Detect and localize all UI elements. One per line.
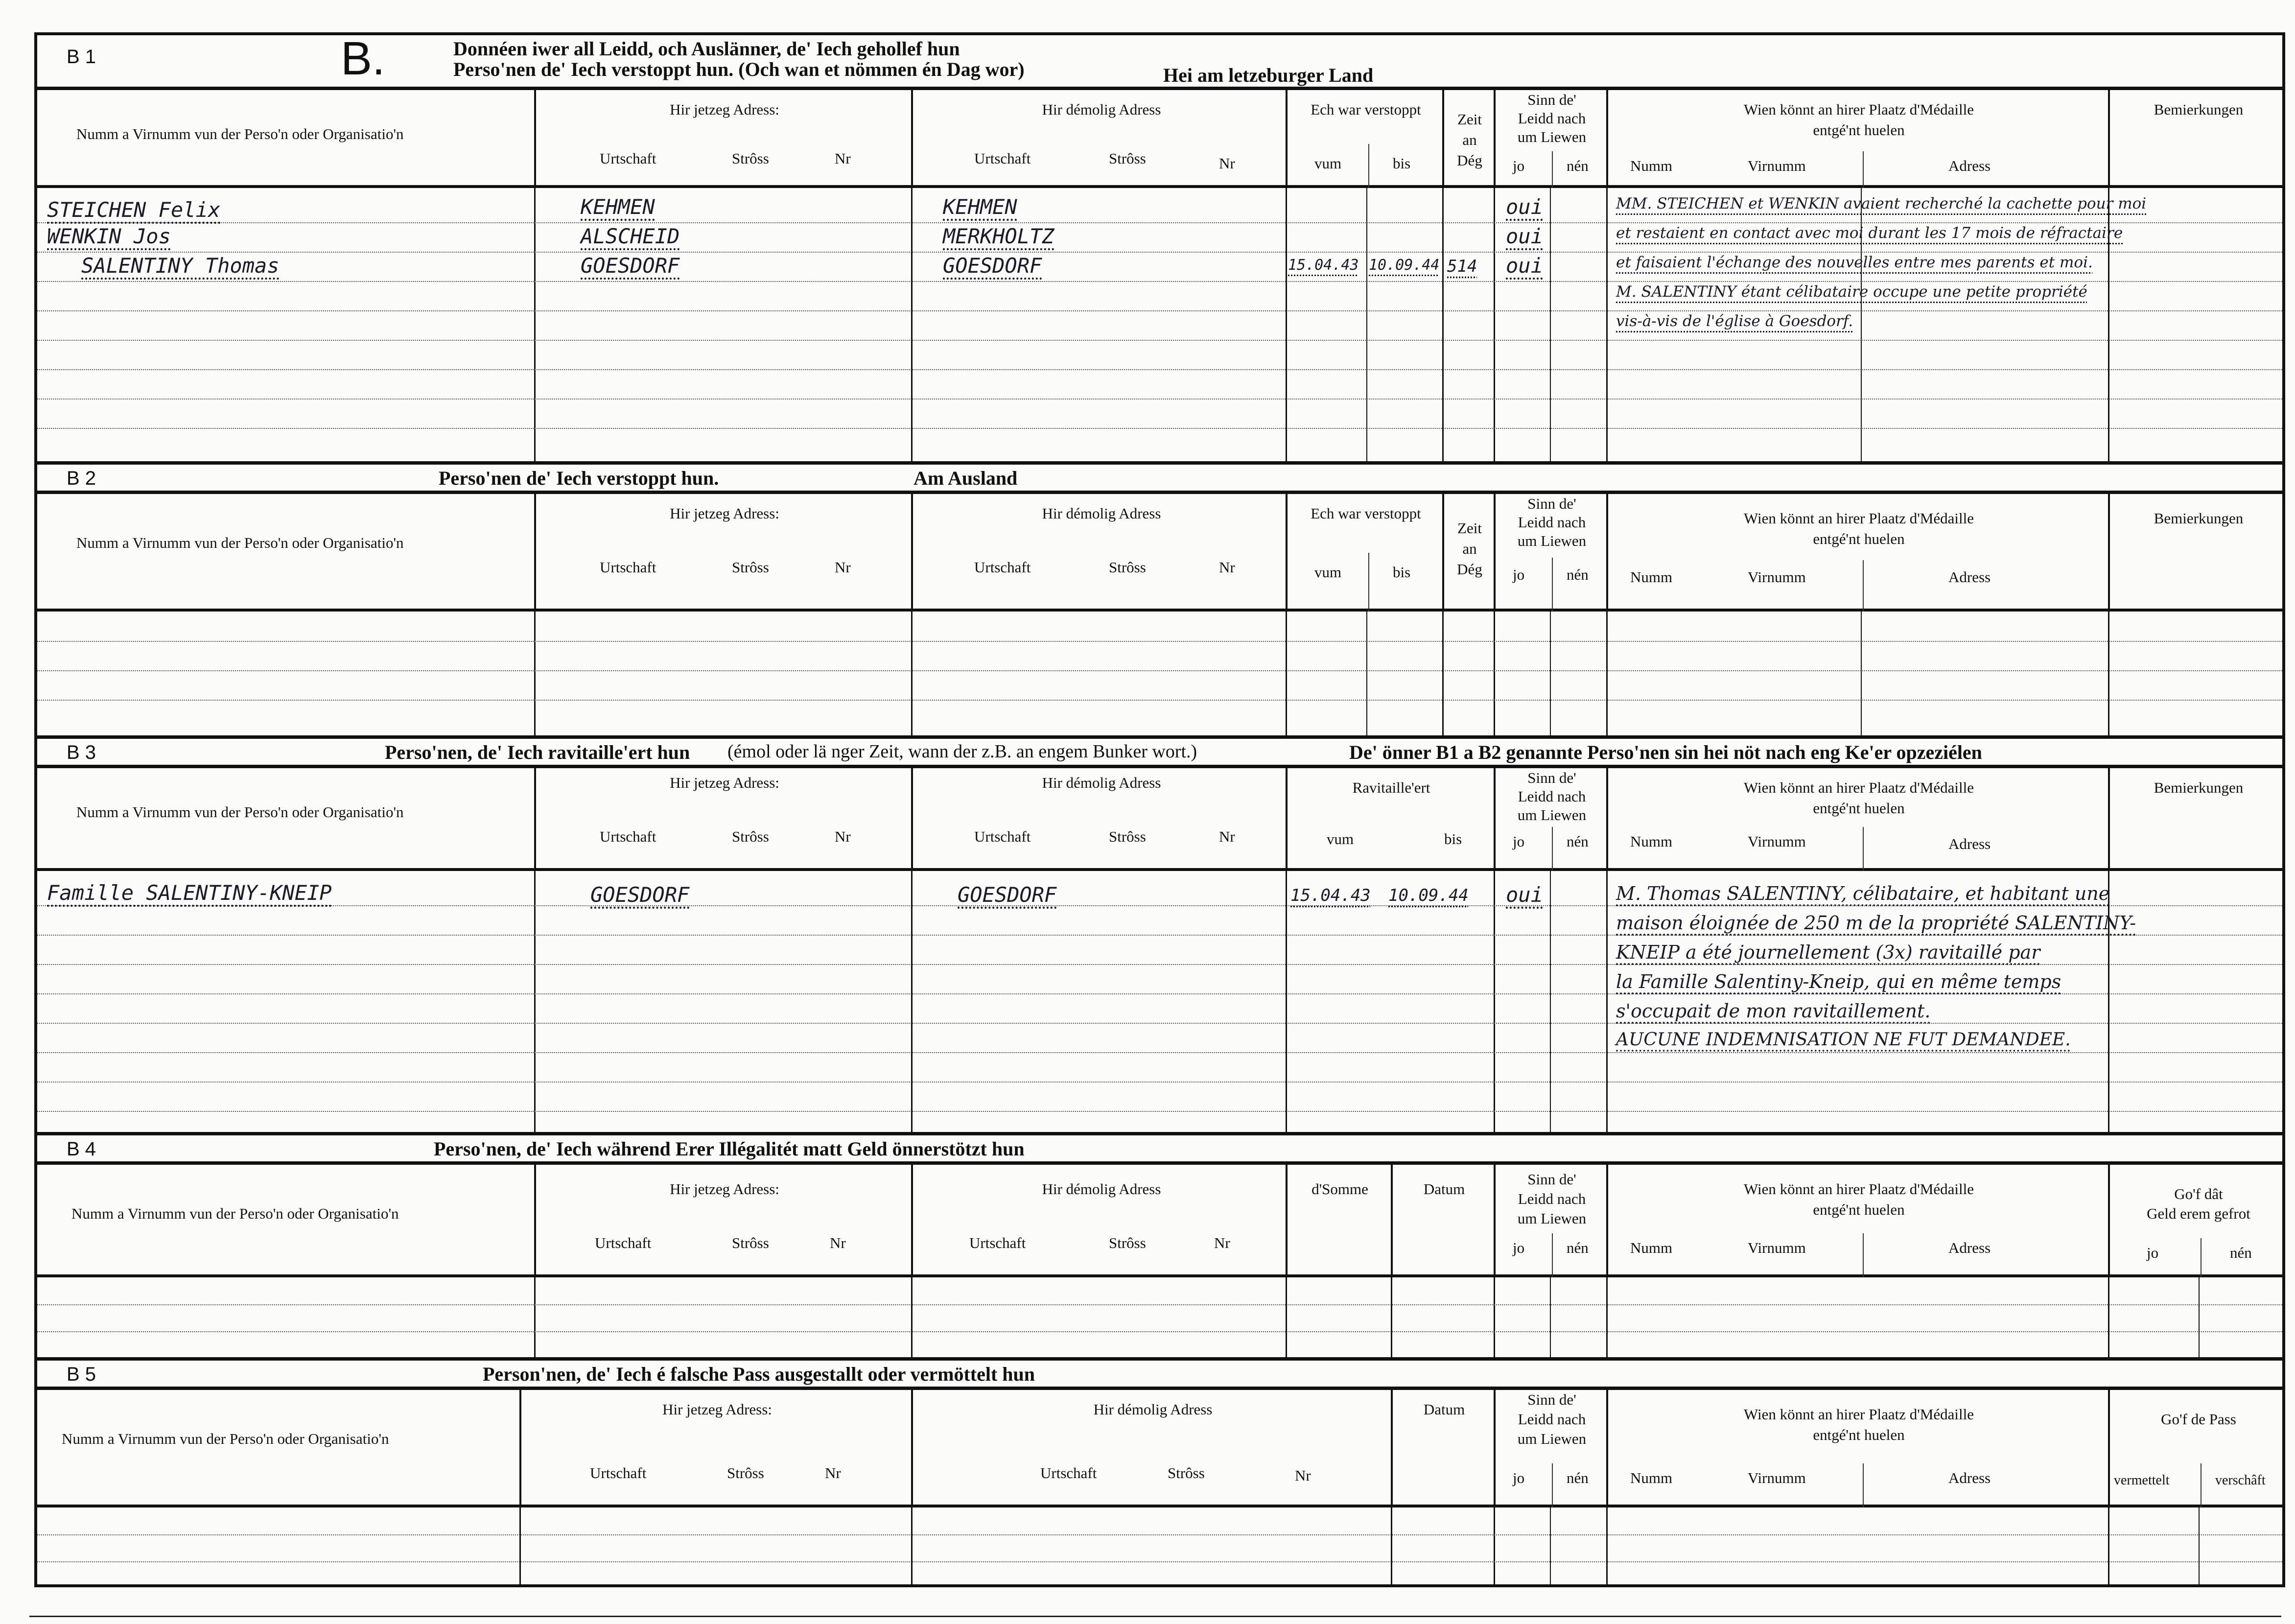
entry-former-place: GOESDORF (958, 883, 1057, 907)
col-medal-address: Adress (1948, 1469, 1991, 1486)
col-street: Strôss (727, 1464, 764, 1482)
section-region: Am Ausland (913, 467, 1018, 489)
remark-line: KNEIP a été journellement (3x) ravitaillé par (1616, 941, 2040, 963)
section-b5-header (37, 1361, 2282, 1390)
col-date: Datum (1423, 1180, 1465, 1198)
section-title: Person'nen, de' Iech é falsche Pass ausgestallt oder vermöttelt hun (483, 1363, 1035, 1385)
col-medal-address: Adress (1948, 568, 1991, 586)
entry-alive: oui (1506, 254, 1543, 278)
col-former-address-header: Hir démolig Adress (1042, 1180, 1161, 1198)
col-alive-l1: Sinn de' (1527, 769, 1576, 786)
col-alive-l3: um Liewen (1517, 128, 1587, 145)
table-body (37, 1507, 2282, 1584)
col-former-address-header: Hir démolig Adress (1042, 505, 1161, 522)
col-nr: Nr (1295, 1467, 1311, 1484)
col-place: Urtschaft (969, 1234, 1026, 1251)
col-no: nén (1567, 566, 1589, 583)
col-place: Urtschaft (600, 559, 656, 576)
col-from: vum (1314, 155, 1342, 172)
entry-until: 10.09.44 (1388, 886, 1469, 905)
remark-line: M. Thomas SALENTINY, célibataire, et habitant une (1616, 883, 2110, 904)
entry-from: 15.04.43 (1288, 257, 1359, 274)
table-body (37, 1277, 2282, 1357)
col-from: vum (1314, 564, 1342, 581)
table-header (37, 1390, 2282, 1507)
col-medal-first: Virnumm (1748, 157, 1806, 174)
col-name-header: Numm a Virnumm vun der Perso'n oder Organisatio'n (76, 803, 404, 821)
col-days-l1: Zeit (1457, 519, 1482, 537)
section-b3-header (37, 739, 2282, 768)
col-alive-l3: um Liewen (1517, 1430, 1587, 1447)
col-medal-address: Adress (1948, 835, 1991, 852)
table-header (37, 1165, 2282, 1277)
col-name-header: Numm a Virnumm vun der Perso'n oder Organisatio'n (76, 125, 404, 142)
col-alive-l3: um Liewen (1517, 532, 1587, 549)
col-medal-address: Adress (1948, 157, 1991, 174)
col-street: Strôss (732, 828, 769, 845)
col-nr: Nr (1219, 828, 1235, 845)
section-title-line1: Donnéen iwer all Leidd, och Auslänner, de' Iech gehollef hun (453, 38, 960, 60)
col-date: Datum (1423, 1401, 1465, 1418)
col-gift-l1: Go'f dât (2174, 1185, 2223, 1202)
col-place: Urtschaft (974, 828, 1031, 845)
section-b4-header (37, 1135, 2282, 1165)
col-alive-l1: Sinn de' (1527, 1171, 1576, 1188)
col-from: vum (1327, 830, 1354, 847)
col-days-l2: an (1462, 540, 1477, 557)
col-nr: Nr (1219, 559, 1235, 576)
section-extra: De' önner B1 a B2 genannte Perso'nen sin hei nöt nach eng Ke'er opzeziélen (1349, 741, 1982, 763)
page-edge-line (29, 1616, 2281, 1617)
col-until: bis (1444, 830, 1462, 847)
entry-alive: oui (1506, 195, 1543, 219)
table-body (37, 188, 2282, 461)
col-alive-l1: Sinn de' (1527, 495, 1576, 512)
entry-current-place: KEHMEN (581, 195, 655, 219)
entry-current-place: ALSCHEID (581, 224, 680, 248)
col-medal-name: Numm (1630, 568, 1673, 586)
col-no: nén (1567, 833, 1589, 850)
col-alive-l2: Leidd nach (1518, 110, 1586, 127)
remark-line: vis-à-vis de l'église à Goesdorf. (1616, 312, 1853, 330)
col-days-l1: Zeit (1457, 111, 1482, 128)
col-supplied-header: Ravitaille'ert (1352, 779, 1430, 796)
section-b5 (37, 1357, 2282, 1584)
col-alive-l1: Sinn de' (1527, 1391, 1576, 1408)
col-medal-l2: entgé'nt huelen (1813, 800, 1905, 817)
remark-line: M. SALENTINY étant célibataire occupe une petite propriété (1616, 283, 2087, 301)
col-former-address-header: Hir démolig Adress (1042, 774, 1161, 791)
table-header (37, 768, 2282, 871)
col-remarks: Bemierkungen (2154, 101, 2244, 118)
entry-alive: oui (1506, 883, 1543, 907)
section-b1 (37, 32, 2282, 461)
col-name-header: Numm a Virnumm vun der Perso'n oder Organisatio'n (71, 1205, 399, 1222)
table-header (37, 90, 2282, 188)
col-days-l3: Dég (1457, 152, 1482, 169)
col-medal-name: Numm (1630, 1469, 1673, 1486)
col-medal-l2: entgé'nt huelen (1813, 530, 1905, 547)
col-yes: jo (1513, 157, 1525, 174)
remark-line: et restaient en contact avec moi durant les 17 mois de réfractaire (1616, 224, 2123, 242)
col-medal-l2: entgé'nt huelen (1813, 1426, 1905, 1443)
col-former-address-header: Hir démolig Adress (1042, 101, 1161, 118)
table-body (37, 871, 2282, 1132)
col-street: Strôss (1109, 1234, 1146, 1251)
remark-line: et faisaient l'échange des nouvelles entre mes parents et moi. (1616, 254, 2093, 271)
remark-line: AUCUNE INDEMNISATION NE FUT DEMANDEE. (1616, 1030, 2071, 1050)
col-medal-l1: Wien könnt an hirer Plaatz d'Médaille (1743, 779, 1974, 796)
col-alive-l2: Leidd nach (1518, 788, 1586, 805)
col-place: Urtschaft (1040, 1464, 1097, 1482)
col-medal-first: Virnumm (1748, 1469, 1806, 1486)
col-medal-l1: Wien könnt an hirer Plaatz d'Médaille (1743, 1180, 1974, 1198)
entry-days: 514 (1447, 257, 1477, 276)
col-medal-l1: Wien könnt an hirer Plaatz d'Médaille (1743, 510, 1974, 527)
col-street: Strôss (732, 150, 769, 167)
col-remarks: Bemierkungen (2154, 510, 2244, 527)
section-title: Perso'nen, de' Iech ravitaille'ert hun (385, 741, 690, 763)
col-alive-l3: um Liewen (1517, 806, 1587, 824)
remark-line: s'occupait de mon ravitaillement. (1616, 1000, 1931, 1022)
col-nr: Nr (835, 828, 851, 845)
remark-line: la Famille Salentiny-Kneip, qui en même temps (1616, 971, 2061, 992)
col-yes: jo (1513, 1469, 1525, 1486)
col-street: Strôss (1109, 828, 1146, 845)
col-street: Strôss (1109, 150, 1146, 167)
col-name-header: Numm a Virnumm vun der Perso'n oder Organisatio'n (76, 534, 404, 551)
col-current-address-header: Hir jetzeg Adress: (670, 505, 779, 522)
col-until: bis (1393, 155, 1411, 172)
col-pass-procured: verschâft (2215, 1473, 2266, 1488)
col-no: nén (1567, 157, 1589, 174)
section-b3 (37, 735, 2282, 1132)
entry-name: SALENTINY Thomas (81, 254, 280, 278)
section-code: B 2 (67, 468, 96, 489)
section-note: (émol oder lä nger Zeit, wann der z.B. an engem Bunker wort.) (727, 741, 1197, 762)
col-no: nén (1567, 1239, 1589, 1256)
entry-name: WENKIN Jos (47, 224, 171, 248)
col-until: bis (1393, 564, 1411, 581)
col-hidden-header: Ech war verstoppt (1311, 505, 1421, 522)
col-place: Urtschaft (974, 150, 1031, 167)
section-code: B 4 (67, 1138, 96, 1160)
col-current-address-header: Hir jetzeg Adress: (670, 101, 779, 118)
col-medal-l2: entgé'nt huelen (1813, 121, 1905, 139)
col-alive-l2: Leidd nach (1518, 1411, 1586, 1428)
entry-former-place: GOESDORF (943, 254, 1042, 278)
form-letter: B. (341, 32, 385, 85)
section-b4 (37, 1132, 2282, 1357)
col-current-address-header: Hir jetzeg Adress: (670, 774, 779, 791)
table-header (37, 494, 2282, 612)
section-b2 (37, 461, 2282, 735)
section-b2-header (37, 465, 2282, 494)
section-b1-header (37, 32, 2282, 90)
section-title: Perso'nen de' Iech verstoppt hun. (439, 467, 719, 489)
col-medal-first: Virnumm (1748, 568, 1806, 586)
section-code: B 1 (67, 46, 96, 68)
col-place: Urtschaft (595, 1234, 652, 1251)
entry-alive: oui (1506, 224, 1543, 248)
col-nr: Nr (1214, 1234, 1230, 1251)
col-medal-name: Numm (1630, 1239, 1673, 1256)
col-nr: Nr (1219, 155, 1235, 172)
col-yes: jo (1513, 566, 1525, 583)
col-current-address-header: Hir jetzeg Adress: (662, 1401, 772, 1418)
col-alive-l3: um Liewen (1517, 1210, 1587, 1227)
col-alive-l2: Leidd nach (1518, 514, 1586, 531)
col-gift-no: nén (2230, 1244, 2252, 1261)
col-name-header: Numm a Virnumm vun der Perso'n oder Organisatio'n (62, 1430, 389, 1447)
col-medal-l1: Wien könnt an hirer Plaatz d'Médaille (1743, 101, 1974, 118)
col-gift-l2: Geld erem gefrot (2147, 1205, 2250, 1222)
remark-line: maison éloignée de 250 m de la propriété SALENTINY- (1616, 912, 2136, 934)
col-gift-yes: jo (2147, 1244, 2159, 1261)
col-pass-header: Go'f de Pass (2161, 1411, 2236, 1428)
col-place: Urtschaft (600, 150, 656, 167)
entry-former-place: MERKHOLTZ (943, 224, 1054, 248)
col-sum: d'Somme (1311, 1180, 1368, 1198)
col-place: Urtschaft (974, 559, 1031, 576)
entry-name: STEICHEN Felix (47, 198, 221, 222)
section-title-line2: Perso'nen de' Iech verstoppt hun. (Och wan et nömmen én Dag wor) (453, 58, 1025, 80)
col-former-address-header: Hir démolig Adress (1093, 1401, 1213, 1418)
col-nr: Nr (830, 1234, 846, 1251)
section-code: B 3 (67, 742, 96, 763)
remark-line: MM. STEICHEN et WENKIN avaient recherché la cachette pour moi (1616, 195, 2147, 212)
col-days-l3: Dég (1457, 561, 1482, 578)
col-medal-name: Numm (1630, 833, 1673, 850)
col-alive-l2: Leidd nach (1518, 1190, 1586, 1207)
table-body (37, 612, 2282, 735)
col-medal-first: Virnumm (1748, 1239, 1806, 1256)
entry-until: 10.09.44 (1369, 257, 1440, 274)
col-no: nén (1567, 1469, 1589, 1486)
entry-current-place: GOESDORF (581, 254, 680, 278)
section-title: Perso'nen, de' Iech während Erer Illégalitét matt Geld önnerstötzt hun (434, 1138, 1025, 1160)
col-hidden-header: Ech war verstoppt (1311, 101, 1421, 118)
col-nr: Nr (825, 1464, 841, 1482)
col-medal-name: Numm (1630, 157, 1673, 174)
col-nr: Nr (835, 559, 851, 576)
col-medal-first: Virnumm (1748, 833, 1806, 850)
entry-from: 15.04.43 (1290, 886, 1371, 905)
col-nr: Nr (835, 150, 851, 167)
col-remarks: Bemierkungen (2154, 779, 2244, 796)
section-region: Hei am letzeburger Land (1163, 64, 1374, 86)
entry-former-place: KEHMEN (943, 195, 1017, 219)
col-street: Strôss (732, 1234, 769, 1251)
col-pass-issued: vermettelt (2114, 1473, 2170, 1488)
col-medal-l1: Wien könnt an hirer Plaatz d'Médaille (1743, 1406, 1974, 1423)
col-place: Urtschaft (590, 1464, 647, 1482)
section-code: B 5 (67, 1364, 96, 1385)
col-current-address-header: Hir jetzeg Adress: (670, 1180, 779, 1198)
col-yes: jo (1513, 833, 1525, 850)
col-days-l2: an (1462, 131, 1477, 148)
col-alive-l1: Sinn de' (1527, 91, 1576, 108)
col-medal-address: Adress (1948, 1239, 1991, 1256)
entry-name: Famille SALENTINY-KNEIP (47, 881, 332, 905)
col-place: Urtschaft (600, 828, 656, 845)
form-frame (34, 32, 2285, 1587)
col-yes: jo (1513, 1239, 1525, 1256)
col-street: Strôss (1168, 1464, 1205, 1482)
col-street: Strôss (732, 559, 769, 576)
col-street: Strôss (1109, 559, 1146, 576)
entry-current-place: GOESDORF (590, 883, 690, 907)
col-medal-l2: entgé'nt huelen (1813, 1201, 1905, 1218)
